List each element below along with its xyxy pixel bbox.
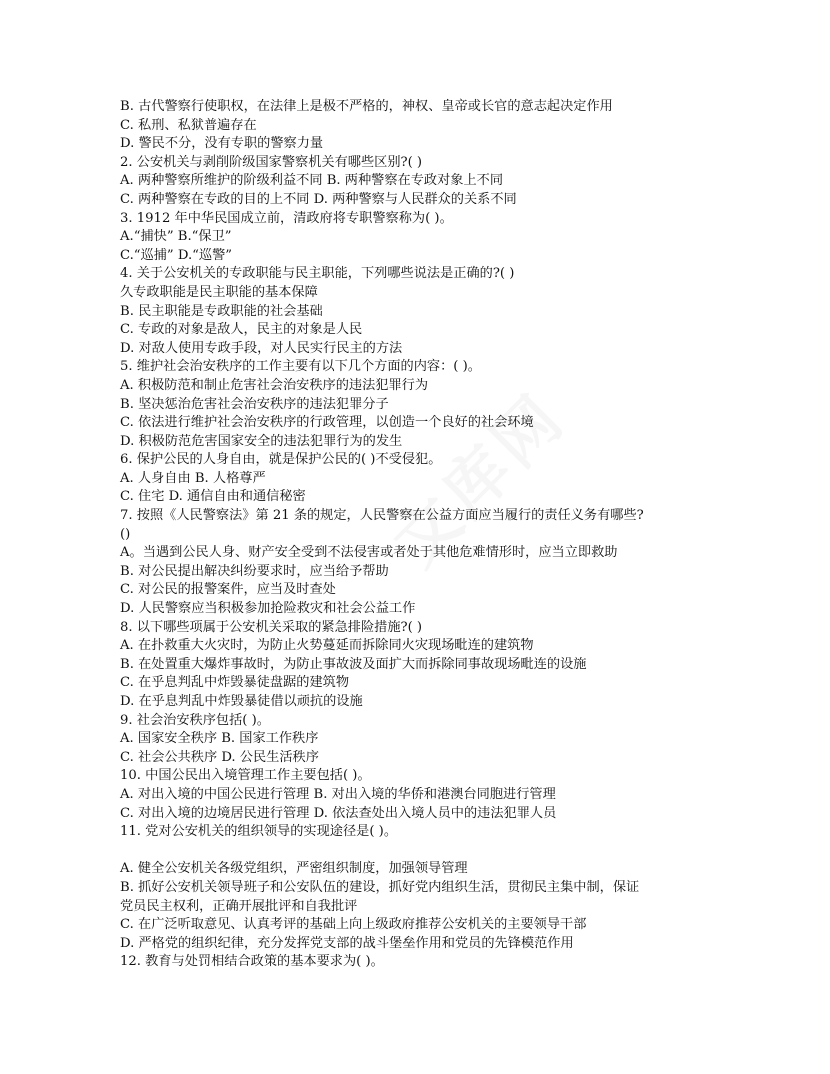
text-line: 8. 以下哪些项属于公安机关采取的紧急排险措施?( ) [120,619,423,635]
text-line: A. 健全公安机关各级党组织，严密组织制度，加强领导管理 [120,861,468,877]
text-line: 党员民主权利，正确开展批评和自我批评 [120,898,358,914]
text-line: 5. 维护社会治安秩序的工作主要有以下几个方面的内容：( )。 [120,359,481,375]
text-line: 4. 关于公安机关的专政职能与民主职能，下列哪些说法是正确的?( ) [120,266,515,282]
text-line: C. 私刑、私狱普遍存在 [120,117,257,133]
text-line: C.“巡捕” D.“巡警” [120,247,233,263]
text-line: D. 警民不分，没有专职的警察力量 [120,136,324,152]
text-line: A. 积极防范和制止危害社会治安秩序的违法犯罪行为 [120,377,429,393]
text-line: A。当遇到公民人身、财产安全受到不法侵害或者处于其他危难情形时，应当立即救助 [120,545,618,561]
text-line: 11. 党对公安机关的组织领导的实现途径是( )。 [120,824,398,840]
text-line: 12. 教育与处罚相结合政策的基本要求为( )。 [120,954,384,970]
text-line [120,842,720,861]
text-line: D. 人民警察应当积极参加抢险救灾和社会公益工作 [120,601,416,617]
text-line: C. 对公民的报警案件，应当及时查处 [120,582,336,598]
text-line: () [120,526,131,542]
text-line: B. 民主职能是专政职能的社会基础 [120,303,323,319]
text-line: B. 古代警察行使职权，在法律上是极不严格的，神权、皇帝或长官的意志起决定作用 [120,99,613,114]
text-line: A. 两种警察所维护的阶级利益不同 B. 两种警察在专政对象上不同 [120,173,504,189]
text-line: B. 在处置重大爆炸事故时，为防止事故波及面扩大而拆除同事故现场毗连的设施 [120,656,587,672]
text-line: A. 人身自由 B. 人格尊严 [120,470,266,486]
text-line: 3. 1912 年中华民国成立前，清政府将专职警察称为( )。 [120,210,453,226]
text-line: C. 对出入境的边境居民进行管理 D. 依法查处出入境人员中的违法犯罪人员 [120,805,557,821]
text-line: B. 对公民提出解决纠纷要求时，应当给予帮助 [120,563,389,579]
text-line: 2. 公安机关与剥削阶级国家警察机关有哪些区别?( ) [120,154,423,170]
text-line: D. 对敌人使用专政手段，对人民实行民主的方法 [120,340,403,356]
text-line: D. 在乎息判乱中炸毁暴徒借以顽抗的设施 [120,694,363,709]
text-line: C. 依法进行维护社会治安秩序的行政管理，以创造一个良好的社会环境 [120,415,534,431]
text-line: C. 住宅 D. 通信自由和通信秘密 [120,489,306,505]
document-body [120,98,720,972]
text-line: C. 两种警察在专政的目的上不同 D. 两种警察与人民群众的关系不同 [120,191,517,207]
text-line: C. 在广泛听取意见、认真考评的基础上向上级政府推荐公安机关的主要领导干部 [120,917,587,933]
text-line: 久专政职能是民主职能的基本保障 [120,284,318,300]
text-line: D. 积极防范危害国家安全的违法犯罪行为的发生 [120,433,403,449]
text-line: A. 国家安全秩序 B. 国家工作秩序 [120,731,319,747]
text-line: B. 坚决惩治危害社会治安秩序的违法犯罪分子 [120,396,389,412]
text-line: 7. 按照《人民警察法》第 21 条的规定，人民警察在公益方面应当履行的责任义务有哪些? [120,508,644,524]
text-line: D. 严格党的组织纪律，充分发挥党支部的战斗堡垒作用和党员的先锋模范作用 [120,935,574,951]
text-line: A. 对出入境的中国公民进行管理 B. 对出入境的华侨和港澳台同胞进行管理 [120,786,556,802]
text-line: A. 在扑救重大火灾时，为防止火势蔓延而拆除同火灾现场毗连的建筑物 [120,638,534,654]
text-line: 10. 中国公民出入境管理工作主要包括( )。 [120,768,371,784]
text-line: B. 抓好公安机关领导班子和公安队伍的建设，抓好党内组织生活，贯彻民主集中制，保证 [120,879,640,895]
text-line: 6. 保护公民的人身自由，就是保护公民的( )不受侵犯。 [120,452,442,468]
text-line: C. 社会公共秩序 D. 公民生活秩序 [120,749,319,765]
text-line: C. 专政的对象是敌人，民主的对象是人民 [120,322,363,338]
text-line: A.“捕快” B.“保卫” [120,229,232,245]
text-line: C. 在乎息判乱中炸毁暴徒盘踞的建筑物 [120,675,350,691]
text-line: 9. 社会治安秩序包括( )。 [120,712,270,728]
